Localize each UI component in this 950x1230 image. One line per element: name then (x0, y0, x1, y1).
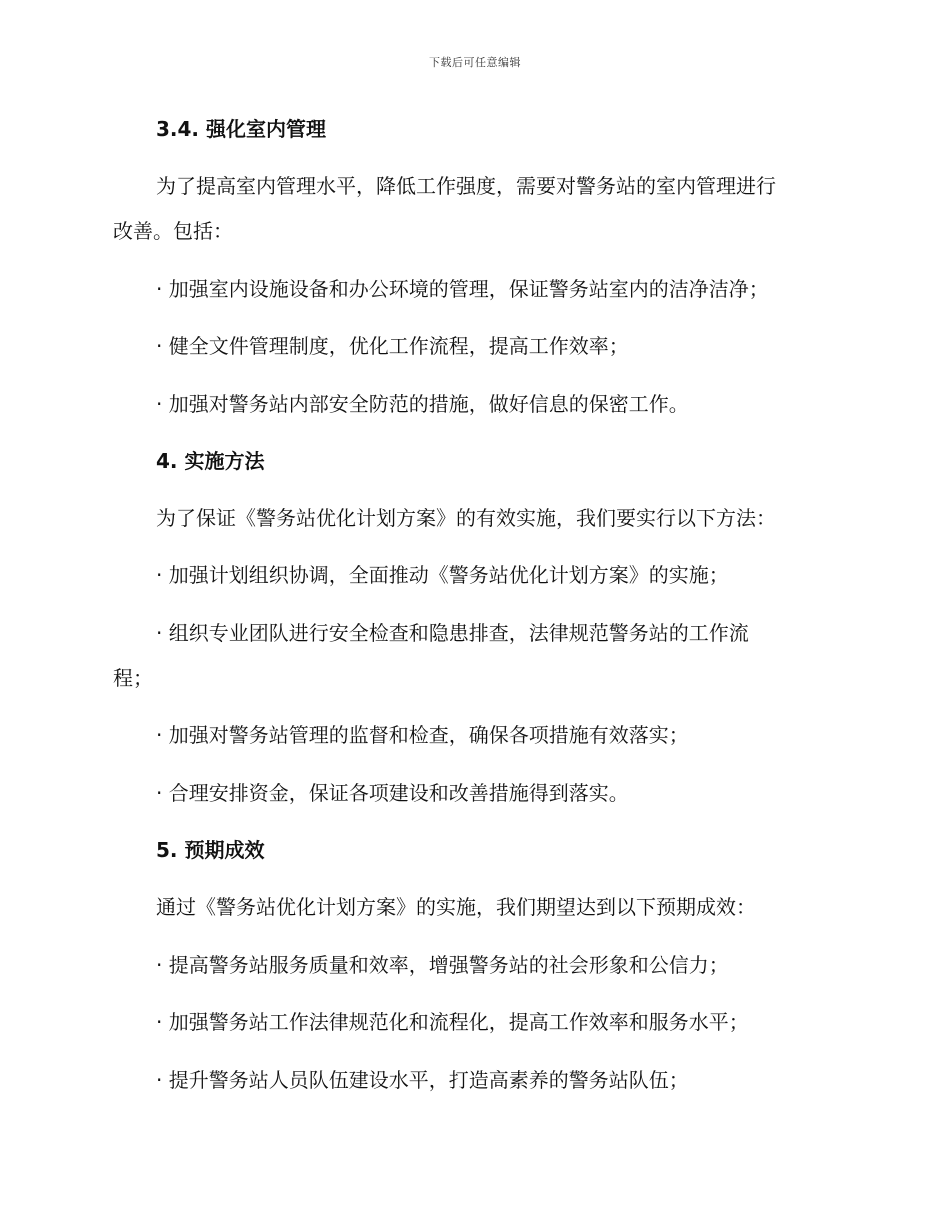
bullet-item: · 加强警务站工作法律规范化和流程化，提高工作效率和服务水平； (156, 1010, 749, 1034)
bullet-item: · 组织专业团队进行安全检查和隐患排查，法律规范警务站的工作流 (156, 621, 749, 645)
section-heading-4: 4. 实施方法 (156, 449, 265, 473)
page-header-note: 下载后可任意编辑 (429, 56, 521, 69)
bullet-item: · 健全文件管理制度，优化工作流程，提高工作效率； (156, 334, 629, 358)
bullet-item: · 加强对警务站管理的监督和检查，确保各项措施有效落实； (156, 723, 689, 747)
paragraph-line: 通过《警务站优化计划方案》的实施，我们期望达到以下预期成效： (156, 895, 756, 919)
bullet-item-continuation: 程； (113, 666, 153, 690)
bullet-item: · 加强室内设施设备和办公环境的管理，保证警务站室内的洁净洁净； (156, 277, 769, 301)
bullet-item: · 提高警务站服务质量和效率，增强警务站的社会形象和公信力； (156, 953, 729, 977)
bullet-item: · 合理安排资金，保证各项建设和改善措施得到落实。 (156, 781, 629, 805)
bullet-item: · 提升警务站人员队伍建设水平，打造高素养的警务站队伍； (156, 1068, 689, 1092)
paragraph-line: 为了保证《警务站优化计划方案》的有效实施，我们要实行以下方法： (156, 506, 776, 530)
paragraph-line: 为了提高室内管理水平，降低工作强度，需要对警务站的室内管理进行 (156, 174, 776, 198)
bullet-item: · 加强对警务站内部安全防范的措施，做好信息的保密工作。 (156, 392, 689, 416)
section-heading-5: 5. 预期成效 (156, 838, 265, 862)
bullet-item: · 加强计划组织协调，全面推动《警务站优化计划方案》的实施； (156, 563, 729, 587)
section-heading-3-4: 3.4. 强化室内管理 (156, 117, 326, 141)
paragraph-line: 改善。包括： (113, 219, 233, 243)
